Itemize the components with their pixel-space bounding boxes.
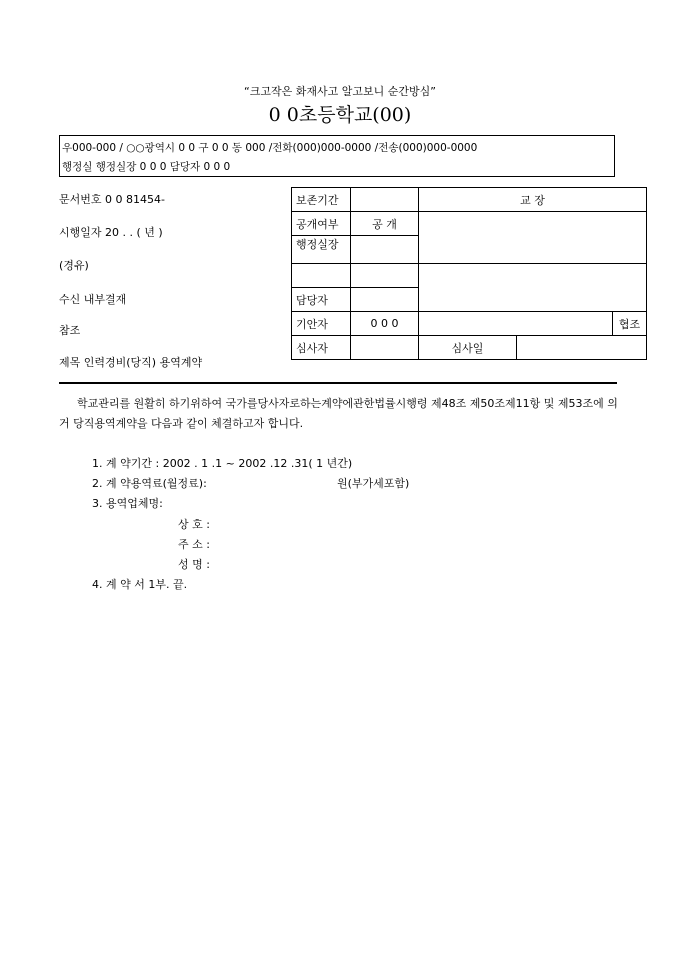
drafter-label: 기안자 xyxy=(292,312,351,336)
review-date-label: 심사일 xyxy=(419,336,517,360)
staff-line: 행정실 행정실장 0 0 0 담당자 0 0 0 xyxy=(62,161,231,173)
attachment-line: 4. 계 약 서 1부. 끝. xyxy=(92,578,188,591)
reviewer-cell xyxy=(351,336,419,360)
recipient-field: 수신 내부결재 xyxy=(59,293,127,306)
retention-cell xyxy=(351,188,419,212)
admin-head-cell xyxy=(351,236,419,264)
contract-period: 1. 계 약기간 : 2002 . 1 .1 ~ 2002 .12 .31( 1 년간) xyxy=(92,457,353,470)
address-box xyxy=(59,135,615,177)
contract-fee: 2. 계 약용역료(월정료): xyxy=(92,477,207,490)
review-date-cell xyxy=(517,336,647,360)
body-paragraph: 학교관리를 원활히 하기위하여 국가를당사자로하는계약에관한법률시행령 제48조 제50조제11항 및 제53조에 의거 당직용역계약을 다음과 같이 체결하고자 합니다. xyxy=(59,397,618,430)
vendor-name-label: 3. 용역업체명: xyxy=(92,497,163,510)
admin-head-label: 행정실장 xyxy=(292,236,351,264)
approval-table xyxy=(291,187,647,360)
vendor-representative: 성 명 : xyxy=(178,558,210,571)
safety-motto: “크고작은 화재사고 알고보니 순간방심” xyxy=(244,85,436,98)
principal-sign-cell xyxy=(419,212,647,264)
drafter-value: 0 0 0 xyxy=(351,312,419,336)
disclosure-label: 공개여부 xyxy=(292,212,351,236)
enforcement-date: 시행일자 20 . . ( 년 ) xyxy=(59,226,163,239)
cooperation-label: 협조 xyxy=(613,312,647,336)
principal-label: 교 장 xyxy=(419,188,647,212)
address-line: 우000-000 / ○○광역시 0 0 구 0 0 동 000 /전화(000)000-0000 /전송(000)000-0000 xyxy=(62,142,478,154)
document-number: 문서번호 0 0 81454- xyxy=(59,193,165,206)
reviewer-label: 심사자 xyxy=(292,336,351,360)
retention-label: 보존기간 xyxy=(292,188,351,212)
contract-fee-value: 원(부가세포함) xyxy=(337,477,410,490)
vendor-address: 주 소 : xyxy=(178,538,210,551)
staff-cell xyxy=(351,288,419,312)
subject-field: 제목 인력경비(당직) 용역계약 xyxy=(59,356,203,369)
staff-label: 담당자 xyxy=(292,288,351,312)
blank-label-cell xyxy=(292,264,351,288)
blank-value-cell xyxy=(351,264,419,288)
school-name-title: 0 0초등학교(00) xyxy=(268,104,412,126)
drafter-extra-cell xyxy=(419,312,613,336)
divider xyxy=(59,382,617,384)
reference-field: 참조 xyxy=(59,324,81,337)
vendor-business-name: 상 호 : xyxy=(178,518,210,531)
disclosure-value: 공 개 xyxy=(351,212,419,236)
sign-area-cell xyxy=(419,264,647,312)
via-field: (경유) xyxy=(59,259,89,272)
